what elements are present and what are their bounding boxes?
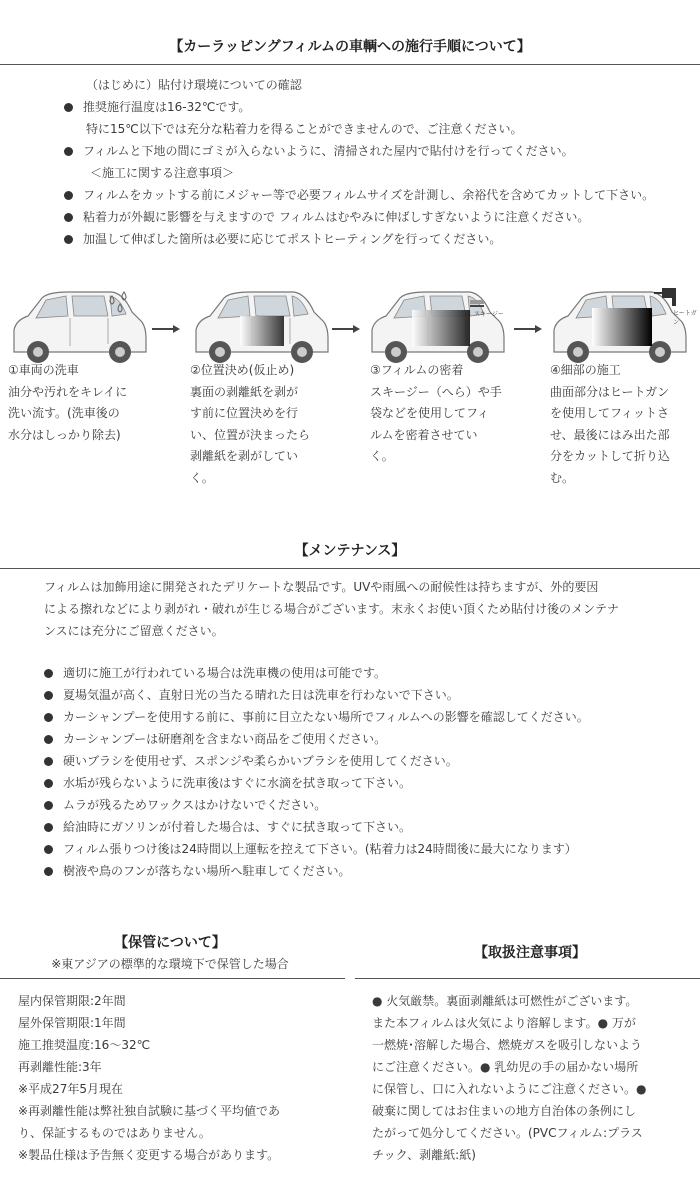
list-item: カーシャンプーを使用する前に、事前に目立たない場所でフィルムへの影響を確認してください。 (44, 706, 589, 728)
step-2-text: ②位置決め(仮止め) 裏面の剥離紙を剥が す前に位置決めを行 い、位置が決まったら 剥離紙を剥がしてい く。 (190, 363, 311, 485)
list-item: 硬いブラシを使用せず、スポンジや柔らかいブラシを使用してください。 (44, 750, 458, 772)
list-item: フィルム張りつけ後は24時間以上運転を控えて下さい。(粘着力は24時間後に最大になります） (44, 838, 577, 860)
storage-subtitle: ※東アジアの標準的な環境下で保管した場合 (51, 957, 289, 971)
bullet-icon (44, 713, 53, 722)
squeegee-icon (470, 300, 484, 307)
step-3-text: ③フィルムの密着 スキージー（へら）や手 袋などを使用してフィ ルムを密着させてい く。 (370, 363, 502, 463)
divider (0, 64, 700, 65)
bullet-icon (44, 801, 53, 810)
list-item: 樹液や鳥のフンが落ちない場所へ駐車してください。 (44, 860, 351, 882)
handling-line: 破棄に関してはお住まいの地方自治体の条例にし (372, 1104, 637, 1118)
film-sheet-icon (240, 316, 284, 346)
bullet-icon (44, 757, 53, 766)
handling-line: たがって処分してください。(PVCフィルム:プラス (372, 1126, 643, 1140)
bullet-icon (44, 867, 53, 876)
handling-line: に保管し、口に入れないようにご注意ください。● (372, 1082, 647, 1096)
squeegee-label: スキージー (474, 311, 504, 318)
divider (0, 978, 345, 979)
bullet-icon (44, 735, 53, 744)
list-item: 推奨施行温度は16-32℃です。 (64, 96, 250, 118)
maintenance-intro-line: フィルムは加飾用途に開発されたデリケートな製品です。UVや雨風への耐候性は持ちますが、外的要因 (44, 580, 599, 594)
list-item: カーシャンプーは研磨剤を含まない商品をご使用ください。 (44, 728, 386, 750)
list-item-continuation: 特に15℃以下では充分な粘着力を得ることができませんので、ご注意ください。 (86, 122, 523, 136)
section-title-storage: 【保管について】 (114, 935, 226, 951)
steps-illustration (0, 282, 700, 366)
storage-line: ※再剥離性能は弊社独自試験に基づく平均値であ (18, 1104, 281, 1118)
list-item: 夏場気温が高く、直射日光の当たる晴れた日は洗車を行わないで下さい。 (44, 684, 459, 706)
arrow-icon (332, 328, 354, 330)
maintenance-intro-line: ンスには充分にご留意ください。 (44, 624, 224, 638)
storage-line: ※平成27年5月現在 (18, 1082, 123, 1096)
handling-line: 一燃焼･溶解した場合、燃焼ガスを吸引しないよう (372, 1038, 643, 1052)
storage-line: 再剥離性能:3年 (18, 1060, 102, 1074)
maintenance-intro-line: による擦れなどにより剥がれ・破れが生じる場合がございます。末永くお使い頂くため貼付け後のメンテナ (44, 602, 620, 616)
bullet-icon (44, 845, 53, 854)
list-item: 粘着力が外観に影響を与えますので フィルムはむやみに伸ばしすぎないように注意ください。 (64, 206, 589, 228)
section-title-application: 【カーラッピングフィルムの車輌への施行手順について】 (169, 39, 531, 55)
handling-line: ● 火気厳禁。裏面剥離紙は可燃性がございます。 (372, 994, 638, 1008)
storage-line: 屋外保管期限:1年間 (18, 1016, 126, 1030)
storage-line: り、保証するものではありません。 (18, 1126, 211, 1140)
bullet-icon (44, 823, 53, 832)
car-step-1 (14, 292, 146, 363)
intro-line: （はじめに）貼付け環境についての確認 (86, 78, 302, 92)
section-title-maintenance: 【メンテナンス】 (294, 543, 406, 559)
step-4-text: ④細部の施工 曲面部分はヒートガン を使用してフィットさ せ、最後にはみ出た部 分をカットして折り込 む。 (550, 363, 670, 485)
list-item: ムラが残るためワックスはかけないでください。 (44, 794, 326, 816)
divider (355, 978, 700, 979)
bullet-icon (64, 191, 73, 200)
handling-line: また本フィルムは火気により溶解します。● 万が (372, 1016, 636, 1030)
handling-line: チック、剥離紙:紙) (372, 1148, 476, 1162)
bullet-icon (64, 213, 73, 222)
handling-line: にご注意ください。● 乳幼児の手の届かない場所 (372, 1060, 639, 1074)
divider (0, 568, 700, 569)
bullet-icon (44, 669, 53, 678)
list-item: 給油時にガソリンが付着した場合は、すぐに拭き取って下さい。 (44, 816, 411, 838)
step-1-text: ①車両の洗車 油分や汚れをキレイに 洗い流す。(洗車後の 水分はしっかり除去) (8, 363, 128, 442)
list-item: フィルムと下地の間にゴミが入らないように、清掃された屋内で貼付けを行ってください。 (64, 140, 574, 162)
subheading: ＜施工に関する注意事項＞ (90, 166, 235, 180)
storage-line: 屋内保管期限:2年間 (18, 994, 126, 1008)
list-item: 加温して伸ばした箇所は必要に応じてポストヒーティングを行ってください。 (64, 228, 501, 250)
bullet-icon (44, 779, 53, 788)
bullet-icon (64, 235, 73, 244)
heatgun-label: ヒートガン (673, 310, 697, 326)
bullet-icon (44, 691, 53, 700)
list-item: 水垢が残らないように洗車後はすぐに水滴を拭き取って下さい。 (44, 772, 411, 794)
bullet-icon (64, 103, 73, 112)
arrow-icon (514, 328, 536, 330)
section-title-handling: 【取扱注意事項】 (474, 945, 586, 961)
storage-line: 施工推奨温度:16〜32℃ (18, 1038, 151, 1052)
list-item: 適切に施工が行われている場合は洗車機の使用は可能です。 (44, 662, 386, 684)
storage-line: ※製品仕様は予告無く変更する場合があります。 (18, 1148, 280, 1162)
arrow-icon (152, 328, 174, 330)
bullet-icon (64, 147, 73, 156)
list-item: フィルムをカットする前にメジャー等で必要フィルムサイズを計測し、余裕代を含めてカットして下さい。 (64, 184, 654, 206)
